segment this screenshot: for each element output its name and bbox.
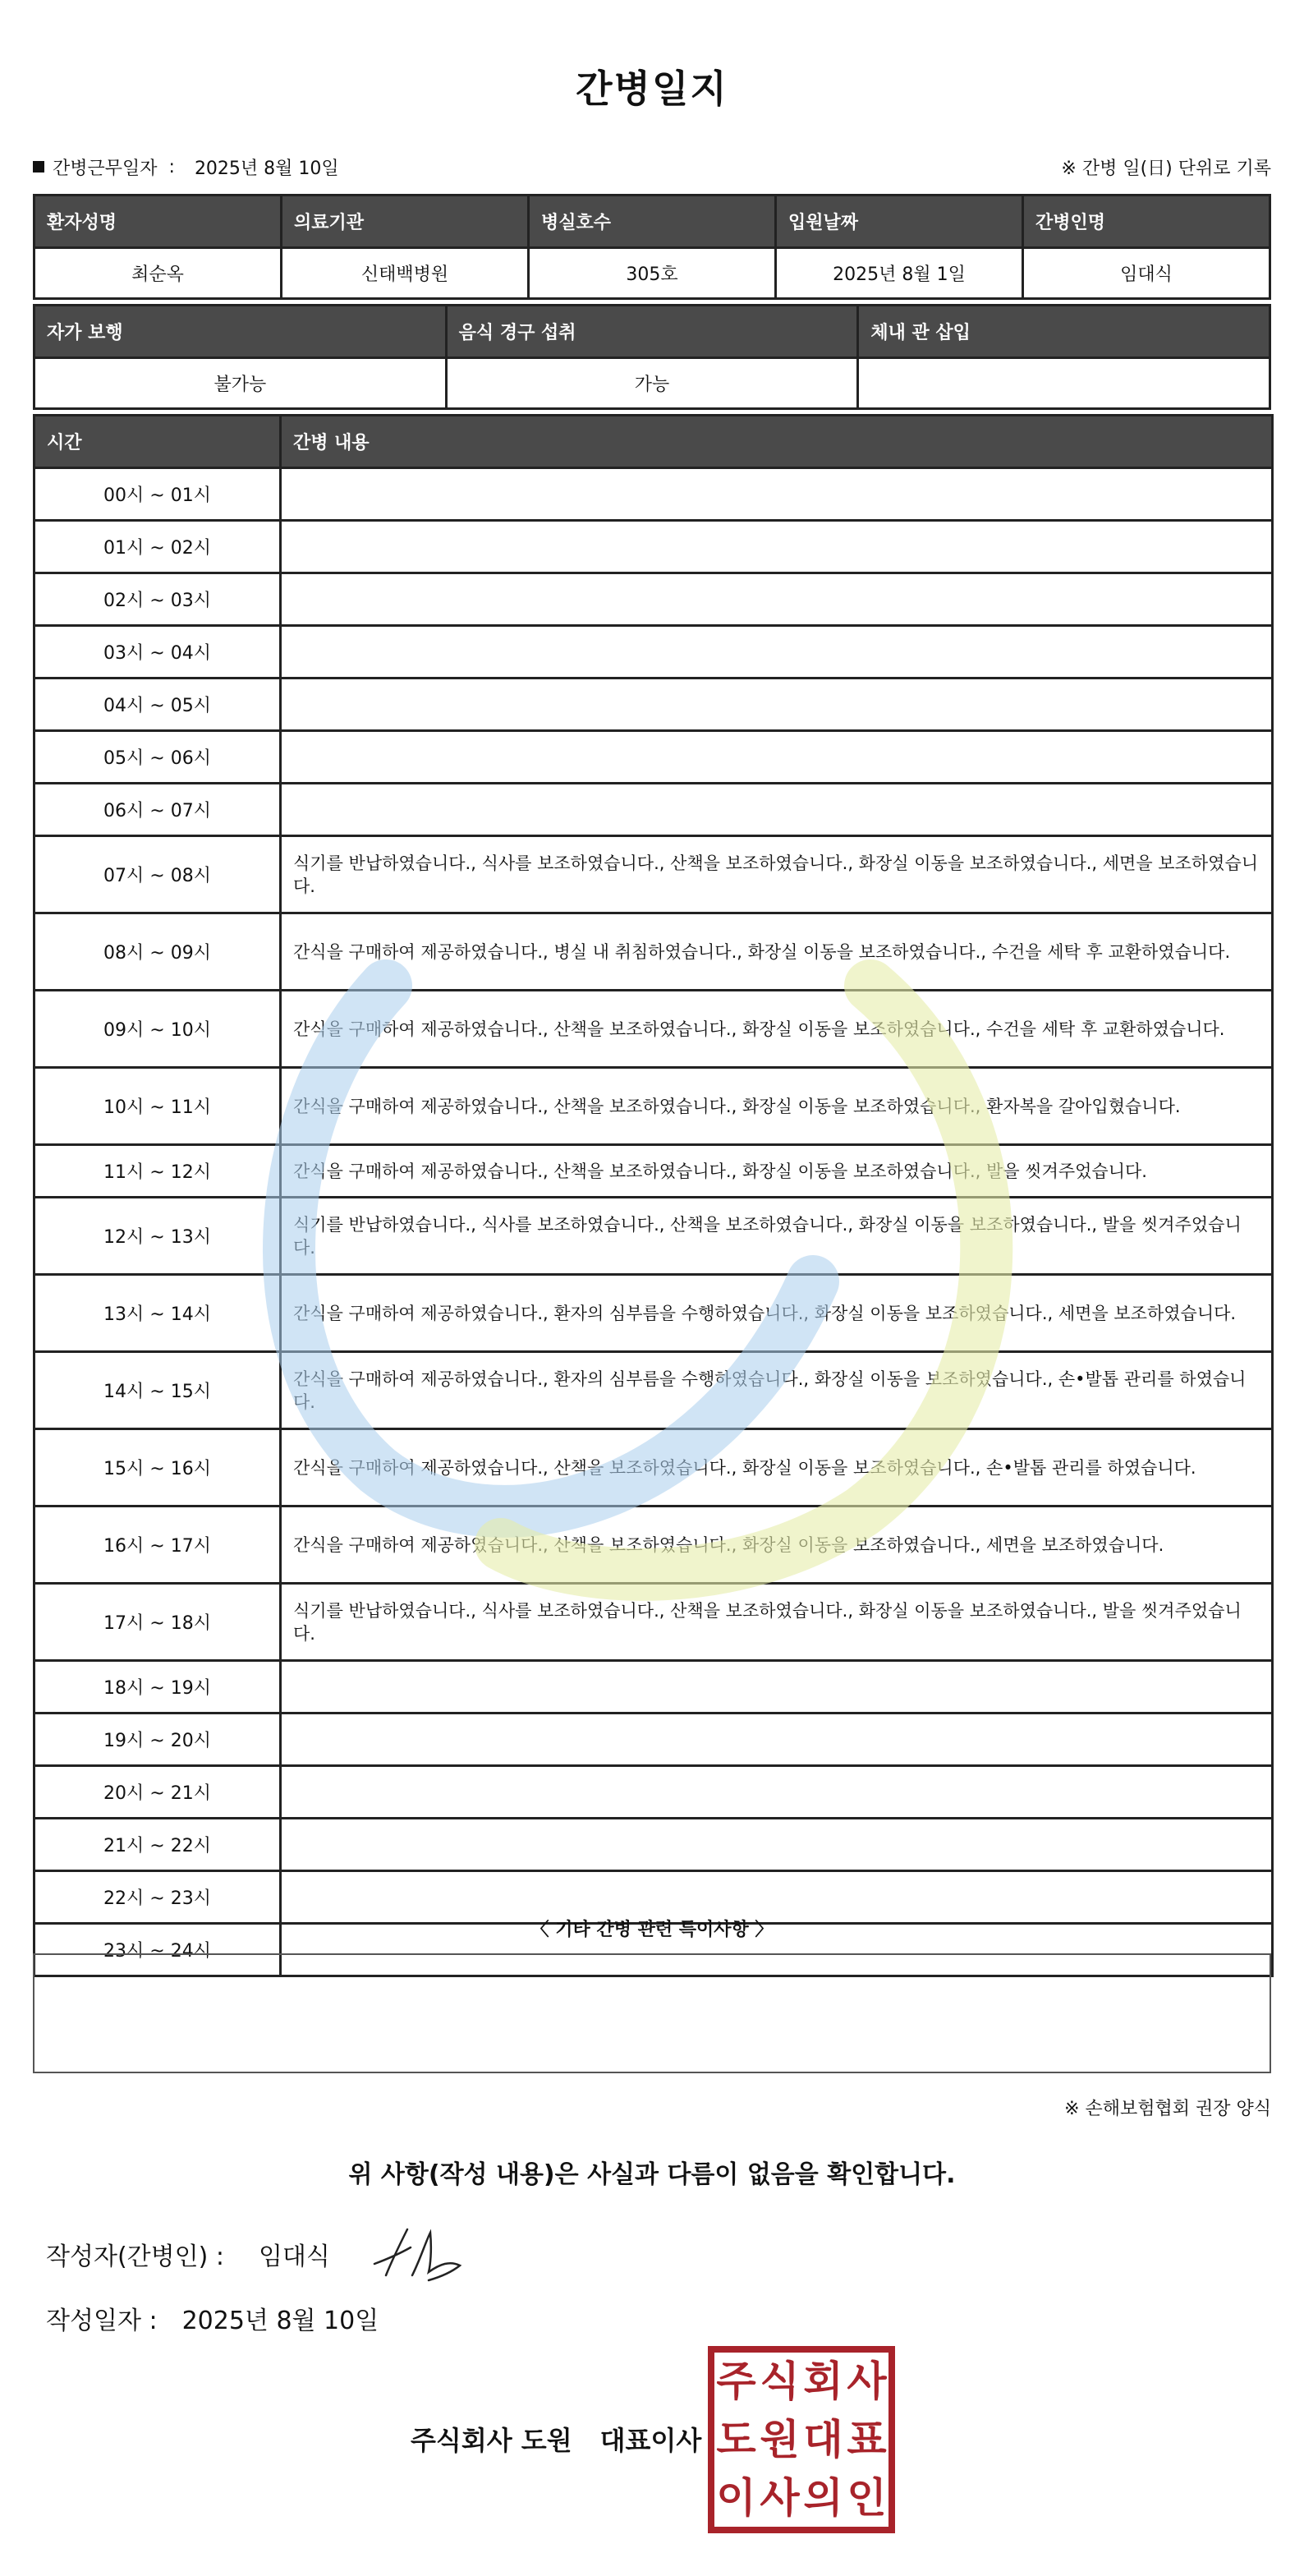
log-content-cell: 간식을 구매하여 제공하였습니다., 산책을 보조하였습니다., 화장실 이동을 보조하였습니다., 수건을 세탁 후 교환하였습니다. xyxy=(281,991,1273,1068)
log-row xyxy=(34,991,1273,1068)
document-title: 간병일지 xyxy=(576,67,728,111)
log-time-cell: 06시 ~ 07시 xyxy=(34,784,281,836)
log-content-cell: 식기를 반납하였습니다., 식사를 보조하였습니다., 산책을 보조하였습니다., 화장실 이동을 보조하였습니다., 발을 씻겨주었습니다. xyxy=(281,1584,1273,1661)
log-time-cell: 11시 ~ 12시 xyxy=(34,1145,281,1198)
meta-row xyxy=(33,153,1271,181)
writer-label: 작성자(간병인) : xyxy=(46,2242,224,2271)
log-content-cell xyxy=(281,1661,1273,1714)
special-notes-box xyxy=(33,1953,1271,2073)
writer-row xyxy=(46,2236,330,2272)
representative-title: 대표이사 xyxy=(599,2425,702,2456)
log-content-cell xyxy=(281,678,1273,731)
log-row xyxy=(34,573,1273,626)
status-value-row xyxy=(34,358,1270,409)
header-tube-insertion: 체내 관 삽입 xyxy=(858,306,1270,358)
log-time-cell: 17시 ~ 18시 xyxy=(34,1584,281,1661)
log-time-cell: 15시 ~ 16시 xyxy=(34,1429,281,1506)
log-row xyxy=(34,1429,1273,1506)
log-content-cell xyxy=(281,626,1273,678)
square-bullet-icon xyxy=(33,161,44,172)
log-time-cell: 16시 ~ 17시 xyxy=(34,1506,281,1584)
header-admission-date: 입원날짜 xyxy=(776,196,1023,248)
patient-info-header-row xyxy=(34,196,1270,248)
header-patient-name: 환자성명 xyxy=(34,196,282,248)
patient-status-table xyxy=(33,304,1271,410)
log-row xyxy=(34,678,1273,731)
log-row xyxy=(34,1198,1273,1275)
log-row xyxy=(34,1352,1273,1429)
log-content-cell: 간식을 구매하여 제공하였습니다., 환자의 심부름을 수행하였습니다., 화장실 이동을 보조하였습니다., 손•발톱 관리를 하였습니다. xyxy=(281,1352,1273,1429)
log-content-cell: 간식을 구매하여 제공하였습니다., 병실 내 취침하였습니다., 화장실 이동을 보조하였습니다., 수건을 세탁 후 교환하였습니다. xyxy=(281,913,1273,991)
seal-char: 원 xyxy=(760,2415,800,2463)
work-date-colon: : xyxy=(168,156,175,177)
oral-intake-value: 가능 xyxy=(446,358,858,409)
log-content-cell: 간식을 구매하여 제공하였습니다., 산책을 보조하였습니다., 화장실 이동을 보조하였습니다., 세면을 보조하였습니다. xyxy=(281,1506,1273,1584)
seal-char: 사 xyxy=(847,2358,887,2406)
seal-char: 이 xyxy=(716,2473,756,2522)
header-time: 시간 xyxy=(34,416,281,468)
log-time-cell: 12시 ~ 13시 xyxy=(34,1198,281,1275)
log-row xyxy=(34,626,1273,678)
room-number: 305호 xyxy=(529,248,776,299)
header-hospital: 의료기관 xyxy=(282,196,529,248)
log-time-cell: 01시 ~ 02시 xyxy=(34,521,281,573)
log-time-cell: 00시 ~ 01시 xyxy=(34,468,281,521)
header-room-number: 병실호수 xyxy=(529,196,776,248)
seal-char: 도 xyxy=(716,2415,756,2463)
work-date-value: 2025년 8월 10일 xyxy=(194,158,339,179)
seal-char: 주 xyxy=(716,2358,756,2406)
log-content-cell xyxy=(281,731,1273,784)
log-time-cell: 05시 ~ 06시 xyxy=(34,731,281,784)
log-row xyxy=(34,784,1273,836)
log-time-cell: 14시 ~ 15시 xyxy=(34,1352,281,1429)
seal-char: 회 xyxy=(803,2358,843,2406)
log-content-cell: 간식을 구매하여 제공하였습니다., 산책을 보조하였습니다., 화장실 이동을 보조하였습니다., 환자복을 갈아입혔습니다. xyxy=(281,1068,1273,1145)
written-date-row xyxy=(46,2300,379,2336)
record-unit-note: ※ 간병 일(日) 단위로 기록 xyxy=(1061,158,1271,179)
log-content-cell xyxy=(281,1714,1273,1766)
work-date xyxy=(33,154,339,180)
patient-info-table xyxy=(33,194,1271,300)
patient-info-value-row xyxy=(34,248,1270,299)
status-header-row xyxy=(34,306,1270,358)
work-date-label: 간병근무일자 xyxy=(53,158,158,179)
header-oral-intake: 음식 경구 섭취 xyxy=(446,306,858,358)
written-date-value: 2025년 8월 10일 xyxy=(181,2307,379,2335)
special-notes-title: 〈 기타 간병 관련 특이사항 〉 xyxy=(530,1920,774,1940)
log-time-cell: 08시 ~ 09시 xyxy=(34,913,281,991)
log-row xyxy=(34,913,1273,991)
tube-insertion-value xyxy=(858,358,1270,409)
caregiver-name: 임대식 xyxy=(1023,248,1270,299)
log-content-cell xyxy=(281,1819,1273,1871)
log-row xyxy=(34,1145,1273,1198)
writer-name: 임대식 xyxy=(258,2242,330,2271)
log-time-cell: 20시 ~ 21시 xyxy=(34,1766,281,1819)
log-content-cell xyxy=(281,468,1273,521)
header-self-walking: 자가 보행 xyxy=(34,306,447,358)
log-time-cell: 23시 ~ 24시 xyxy=(34,1924,281,1976)
log-time-cell: 04시 ~ 05시 xyxy=(34,678,281,731)
header-caregiver-name: 간병인명 xyxy=(1023,196,1270,248)
seal-char: 의 xyxy=(803,2473,843,2522)
seal-char: 사 xyxy=(760,2473,800,2522)
company-seal xyxy=(708,2346,895,2533)
log-row xyxy=(34,1584,1273,1661)
seal-char: 인 xyxy=(847,2473,887,2522)
hourly-care-log-table xyxy=(33,414,1274,1977)
seal-char: 식 xyxy=(760,2358,800,2406)
recommended-form-note: ※ 손해보험협회 권장 양식 xyxy=(1064,2099,1271,2119)
patient-name: 최순옥 xyxy=(34,248,282,299)
log-row xyxy=(34,468,1273,521)
log-time-cell: 19시 ~ 20시 xyxy=(34,1714,281,1766)
log-time-cell: 22시 ~ 23시 xyxy=(34,1871,281,1924)
admission-date: 2025년 8월 1일 xyxy=(776,248,1023,299)
log-time-cell: 02시 ~ 03시 xyxy=(34,573,281,626)
log-time-cell: 07시 ~ 08시 xyxy=(34,836,281,913)
log-row xyxy=(34,731,1273,784)
log-row xyxy=(34,1714,1273,1766)
log-row xyxy=(34,1275,1273,1352)
log-time-cell: 09시 ~ 10시 xyxy=(34,991,281,1068)
log-content-cell: 식기를 반납하였습니다., 식사를 보조하였습니다., 산책을 보조하였습니다., 화장실 이동을 보조하였습니다., 발을 씻겨주었습니다. xyxy=(281,1198,1273,1275)
log-row xyxy=(34,1766,1273,1819)
log-content-cell xyxy=(281,521,1273,573)
log-content-cell: 간식을 구매하여 제공하였습니다., 산책을 보조하였습니다., 화장실 이동을 보조하였습니다., 손•발톱 관리를 하였습니다. xyxy=(281,1429,1273,1506)
log-time-cell: 03시 ~ 04시 xyxy=(34,626,281,678)
log-content-cell xyxy=(281,784,1273,836)
log-time-cell: 13시 ~ 14시 xyxy=(34,1275,281,1352)
log-row xyxy=(34,521,1273,573)
log-content-cell xyxy=(281,1766,1273,1819)
log-row xyxy=(34,1506,1273,1584)
log-body xyxy=(34,468,1273,1976)
log-content-cell: 간식을 구매하여 제공하였습니다., 환자의 심부름을 수행하였습니다., 화장실 이동을 보조하였습니다., 세면을 보조하였습니다. xyxy=(281,1275,1273,1352)
header-care-content: 간병 내용 xyxy=(281,416,1273,468)
log-content-cell xyxy=(281,573,1273,626)
confirmation-statement: 위 사항(작성 내용)은 사실과 다름이 없음을 확인합니다. xyxy=(348,2160,956,2189)
log-row xyxy=(34,1068,1273,1145)
log-row xyxy=(34,1661,1273,1714)
log-header-row xyxy=(34,416,1273,468)
self-walking-value: 불가능 xyxy=(34,358,447,409)
written-date-label: 작성일자 : xyxy=(46,2307,158,2335)
log-time-cell: 10시 ~ 11시 xyxy=(34,1068,281,1145)
seal-char: 표 xyxy=(847,2415,887,2463)
log-row xyxy=(34,1819,1273,1871)
log-row xyxy=(34,836,1273,913)
log-time-cell: 18시 ~ 19시 xyxy=(34,1661,281,1714)
seal-char: 대 xyxy=(803,2415,843,2463)
handwritten-signature xyxy=(371,2218,468,2284)
company-name: 주식회사 도원 xyxy=(411,2425,572,2456)
hospital-name: 신태백병원 xyxy=(282,248,529,299)
log-content-cell: 식기를 반납하였습니다., 식사를 보조하였습니다., 산책을 보조하였습니다., 화장실 이동을 보조하였습니다., 세면을 보조하였습니다. xyxy=(281,836,1273,913)
log-time-cell: 21시 ~ 22시 xyxy=(34,1819,281,1871)
log-content-cell: 간식을 구매하여 제공하였습니다., 산책을 보조하였습니다., 화장실 이동을 보조하였습니다., 발을 씻겨주었습니다. xyxy=(281,1145,1273,1198)
company-signoff xyxy=(411,2420,701,2458)
